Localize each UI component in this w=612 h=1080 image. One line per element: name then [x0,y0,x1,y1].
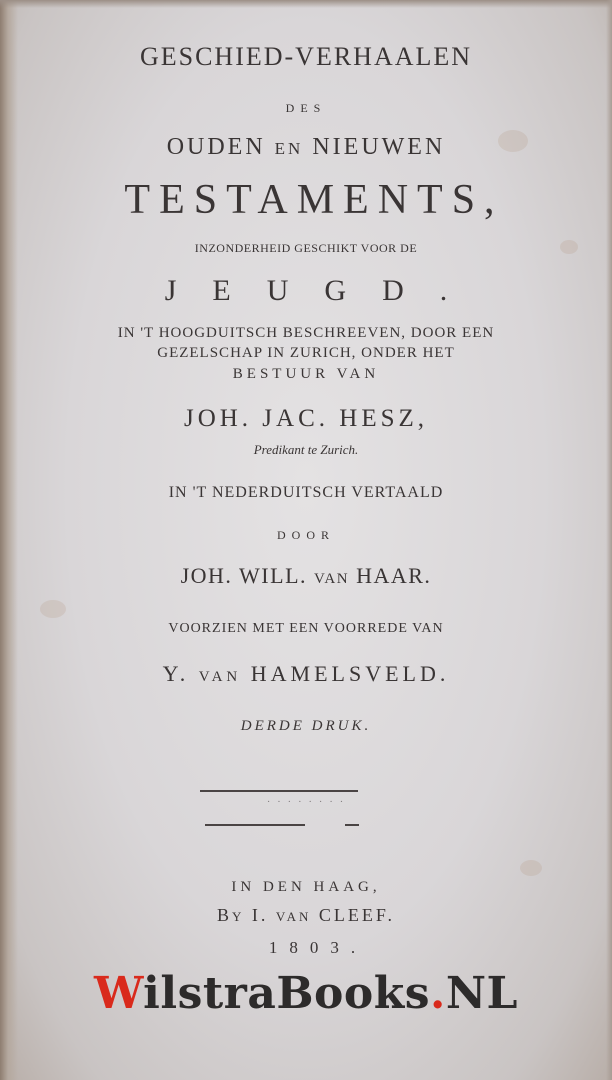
preface-author: Y. van HAMELSVELD. [162,661,450,686]
translation-note: IN 'T NEDERDUITSCH VERTAALD [168,484,444,501]
author-name: JOH. JAC. HESZ, [183,405,429,432]
subtitle-inzonderheid: INZONDERHEID GESCHIKT VOOR DE [194,241,418,255]
watermark-name: ilstraBooks [143,968,430,1019]
imprint-place: IN DEN HAAG, [231,879,381,895]
author-role: Predikant te Zurich. [253,442,359,457]
ornament-rule-top [200,790,358,792]
faded-stamp: · · · · · · · · [266,796,346,808]
watermark-dot: . [430,968,446,1019]
title-des: DES [285,101,327,115]
origin-line-1: IN 'T HOOGDUITSCH BESCHREEVEN, DOOR EEN [117,325,495,341]
ornament-rule-bottom-end [345,824,359,826]
translation-door: DOOR [276,528,335,542]
origin-line-3: BESTUUR VAN [232,366,380,382]
ornament-rule-bottom [205,824,305,826]
watermark-logo [0,968,612,1019]
preface-note: VOORZIEN MET EEN VOORREDE VAN [168,621,444,636]
imprint-publisher: By I. van CLEEF. [217,905,395,925]
foxing-stain [40,600,66,618]
page-top-edge [0,0,612,8]
subtitle-jeugd: JEUGD. [164,274,484,307]
book-title: GESCHIED-VERHAALEN [139,42,473,71]
watermark-w: W [94,968,144,1019]
title-testaments: TESTAMENTS, [124,177,504,223]
watermark-tld: NL [445,968,518,1019]
edition-label: DERDE DRUK. [240,718,372,734]
foxing-stain [520,860,542,876]
origin-line-2: GEZELSCHAP IN ZURICH, ONDER HET [157,345,455,361]
translator-name: JOH. WILL. van HAAR. [180,563,432,588]
title-ouden-nieuwen: OUDEN en NIEUWEN [166,134,446,160]
imprint-year: 1803. [268,938,368,957]
